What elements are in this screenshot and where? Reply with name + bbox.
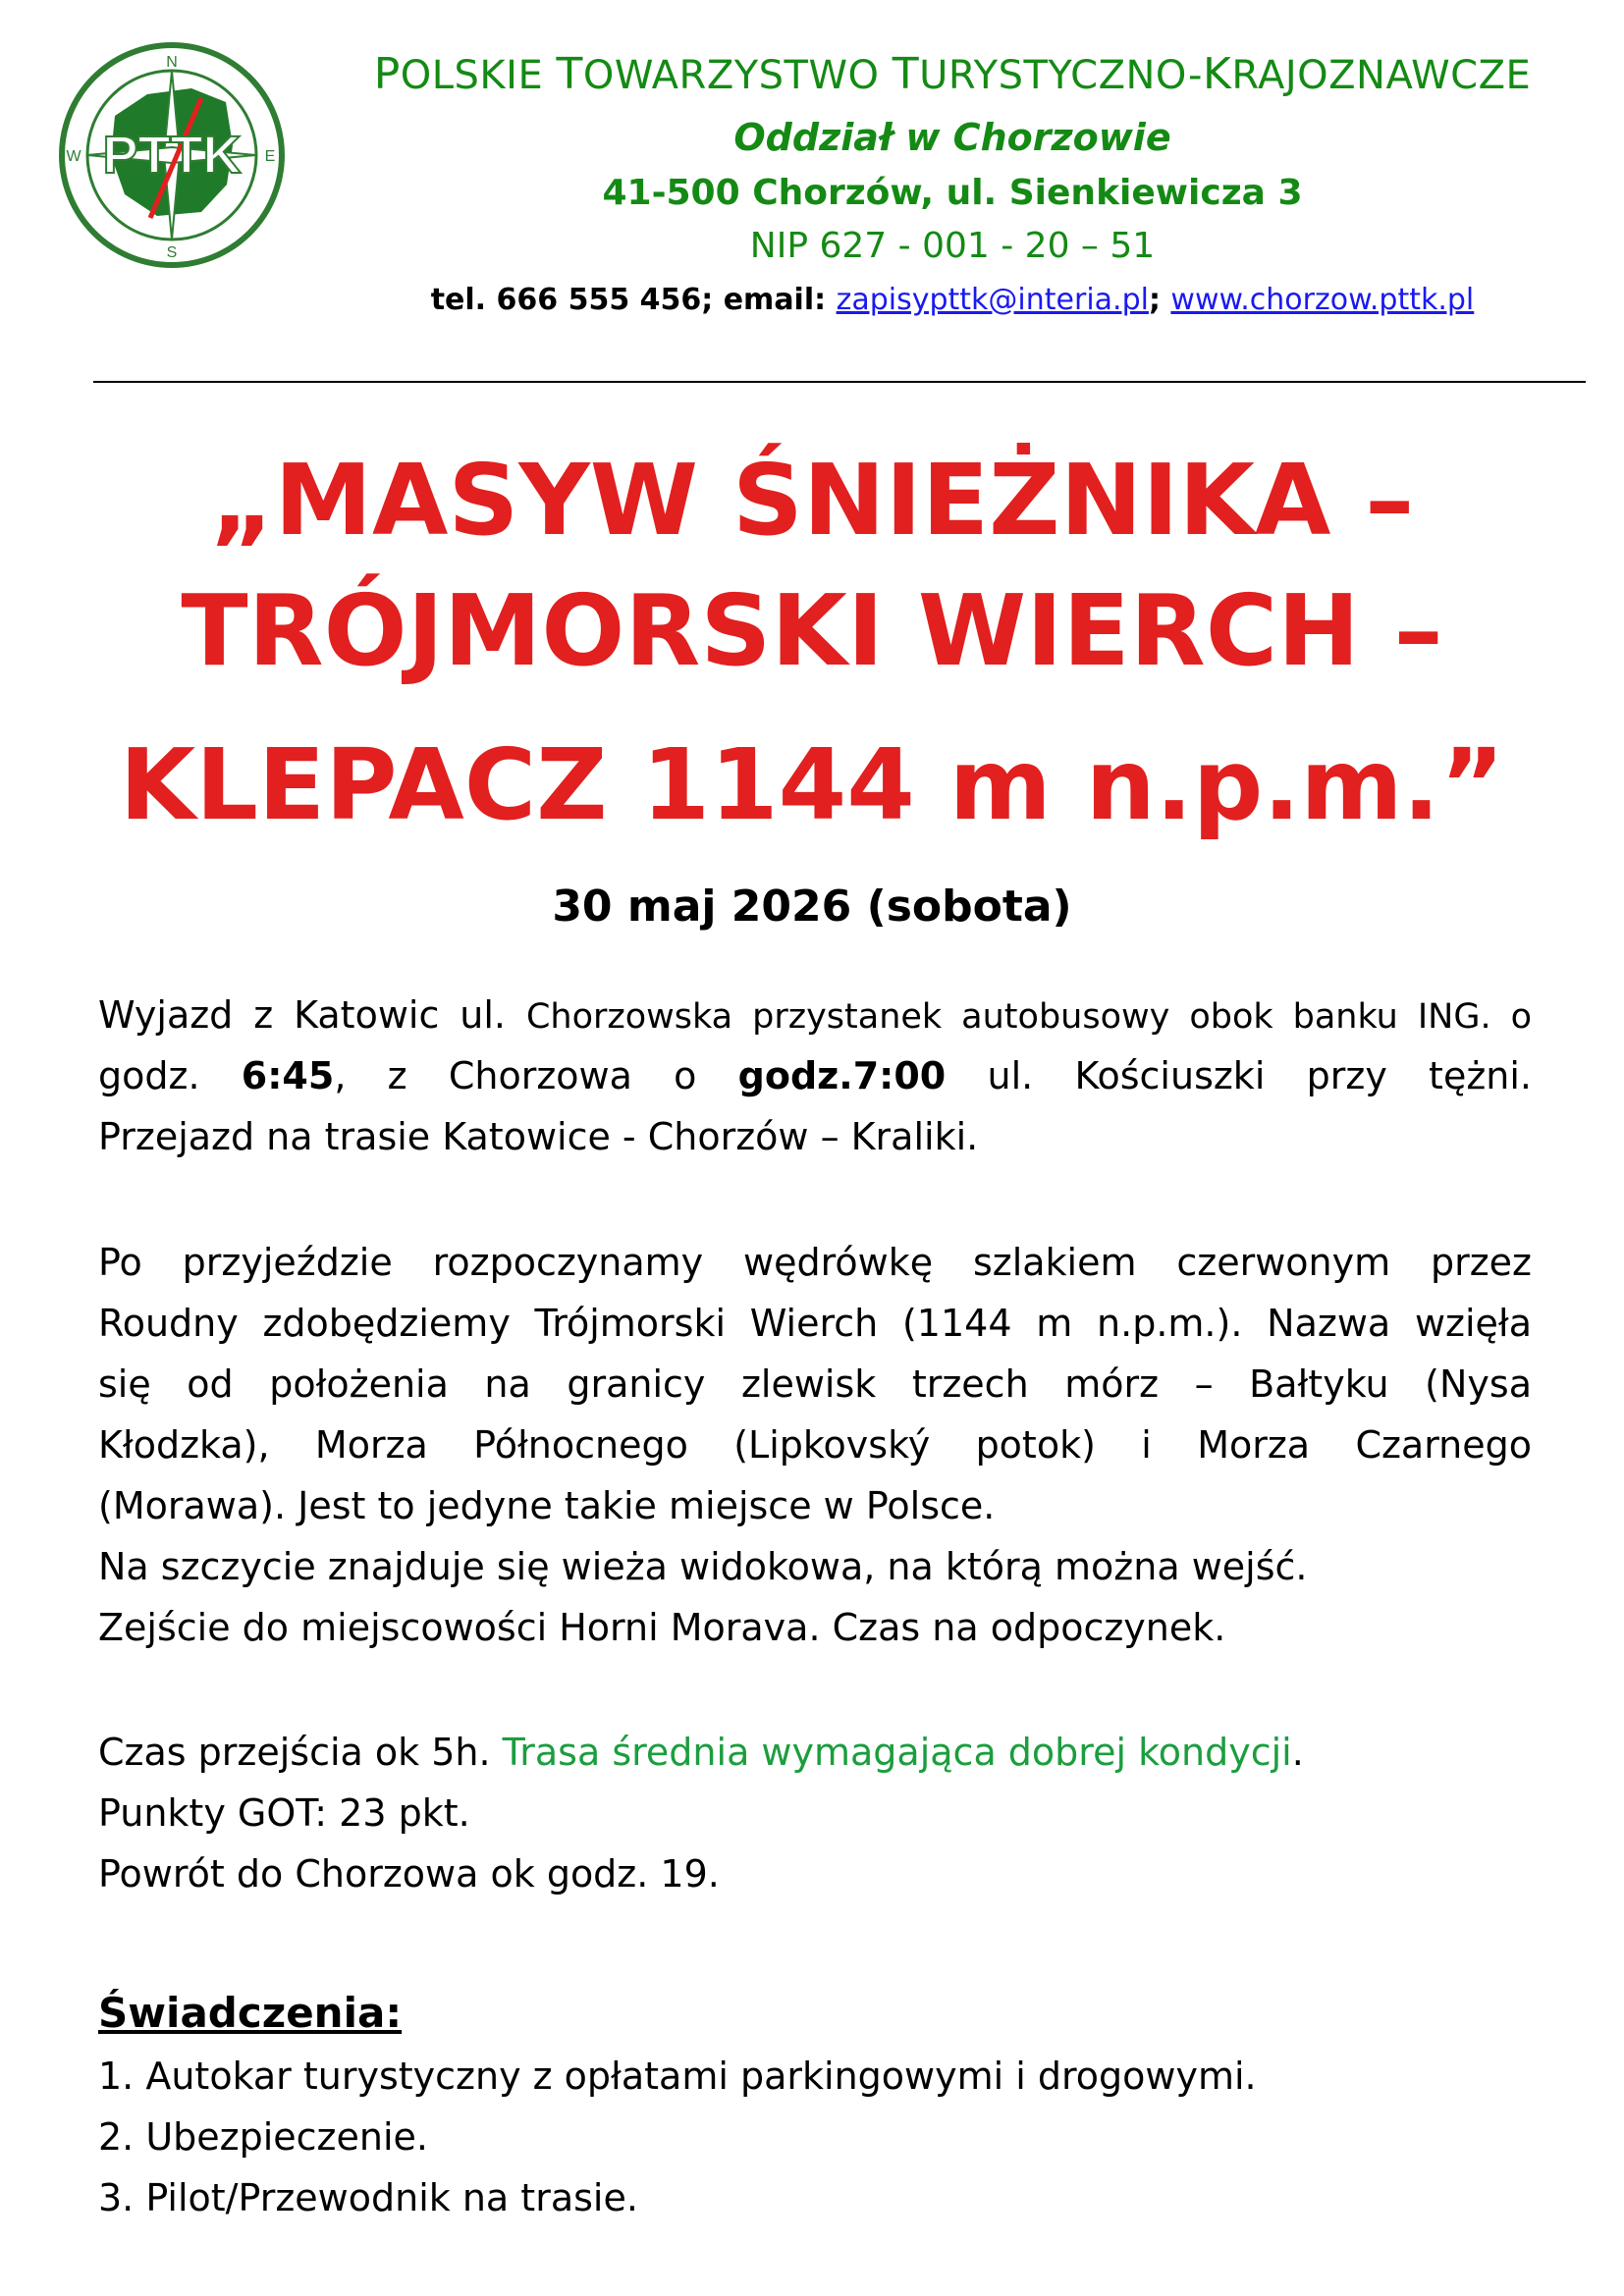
organization-nip: NIP 627 - 001 - 20 – 51 bbox=[749, 226, 1156, 266]
event-title-line-1: „MASYW ŚNIEŻNIKA – bbox=[209, 443, 1415, 558]
route-line: Zejście do miejscowości Horni Morava. Czas na odpoczynek. bbox=[98, 1606, 1226, 1649]
route-line: (Morawa). Jest to jedyne takie miejsce w Polsce. bbox=[98, 1484, 996, 1527]
departure-paragraph bbox=[98, 985, 1532, 1167]
benefit-item: 2. Ubezpieczenie. bbox=[98, 2115, 428, 2159]
route-line: Po przyjeździe rozpoczynamy wędrówkę szlakiem czerwonym przez bbox=[98, 1241, 1532, 1284]
benefit-item: 1. Autokar turystyczny z opłatami parkingowymi i drogowymi. bbox=[98, 2055, 1257, 2098]
departure-line-1: Wyjazd z Katowic ul. Chorzowska przystanek autobusowy obok banku ING. o bbox=[98, 993, 1532, 1037]
route-line: Roudny zdobędziemy Trójmorski Wierch (1144 m n.p.m.). Nazwa wzięła bbox=[98, 1302, 1532, 1345]
organization-branch: Oddział w Chorzowie bbox=[733, 116, 1171, 159]
benefit-item: 3. Pilot/Przewodnik na trasie. bbox=[98, 2176, 638, 2219]
compass-s: S bbox=[166, 244, 178, 261]
logo-text: PTTK bbox=[102, 126, 242, 185]
compass-e: E bbox=[264, 148, 276, 165]
benefits-heading: Świadczenia: bbox=[98, 1989, 403, 2037]
organization-contact: tel. 666 555 456; email: zapisypttk@interia.pl; www.chorzow.pttk.pl bbox=[430, 283, 1475, 317]
compass-w: W bbox=[66, 148, 81, 165]
got-points: Punkty GOT: 23 pkt. bbox=[98, 1791, 470, 1835]
difficulty-note: Trasa średnia wymagająca dobrej kondycji bbox=[502, 1731, 1292, 1774]
route-line: się od położenia na granicy zlewisk trzech mórz – Bałtyku (Nysa bbox=[98, 1362, 1532, 1406]
route-paragraph bbox=[98, 1232, 1532, 1658]
organization-name: POLSKIE TOWARZYSTWO TURYSTYCZNO-KRAJOZNAWCZE bbox=[373, 49, 1532, 99]
route-line: Kłodzka), Morza Północnego (Lipkovský potok) i Morza Czarnego bbox=[98, 1423, 1532, 1467]
return-time: Powrót do Chorzowa ok godz. 19. bbox=[98, 1852, 720, 1896]
walking-time: Czas przejścia ok 5h. Trasa średnia wymagająca dobrej kondycji. bbox=[98, 1731, 1304, 1774]
organization-address: 41-500 Chorzów, ul. Sienkiewicza 3 bbox=[602, 173, 1303, 213]
header-divider bbox=[93, 381, 1586, 383]
compass-n: N bbox=[166, 54, 178, 71]
email-link[interactable]: zapisypttk@interia.pl bbox=[836, 283, 1149, 317]
event-title-line-3: KLEPACZ 1144 m n.p.m.” bbox=[119, 727, 1505, 842]
departure-line-2: godz. 6:45, z Chorzowa o godz.7:00 ul. Kościuszki przy tężni. bbox=[98, 1054, 1532, 1097]
trip-info bbox=[98, 1722, 1532, 1904]
event-title-line-2: TRÓJMORSKI WIERCH – bbox=[181, 573, 1443, 688]
contact-phone: tel. 666 555 456; email: bbox=[430, 283, 837, 317]
route-line: Na szczycie znajduje się wieża widokowa, na którą można wejść. bbox=[98, 1545, 1308, 1588]
benefits-list bbox=[98, 2046, 1257, 2228]
pttk-logo bbox=[54, 37, 290, 273]
departure-line-3: Przejazd na trasie Katowice - Chorzów – Kraliki. bbox=[98, 1115, 979, 1158]
event-date: 30 maj 2026 (sobota) bbox=[552, 881, 1072, 932]
website-link[interactable]: www.chorzow.pttk.pl bbox=[1170, 283, 1475, 317]
